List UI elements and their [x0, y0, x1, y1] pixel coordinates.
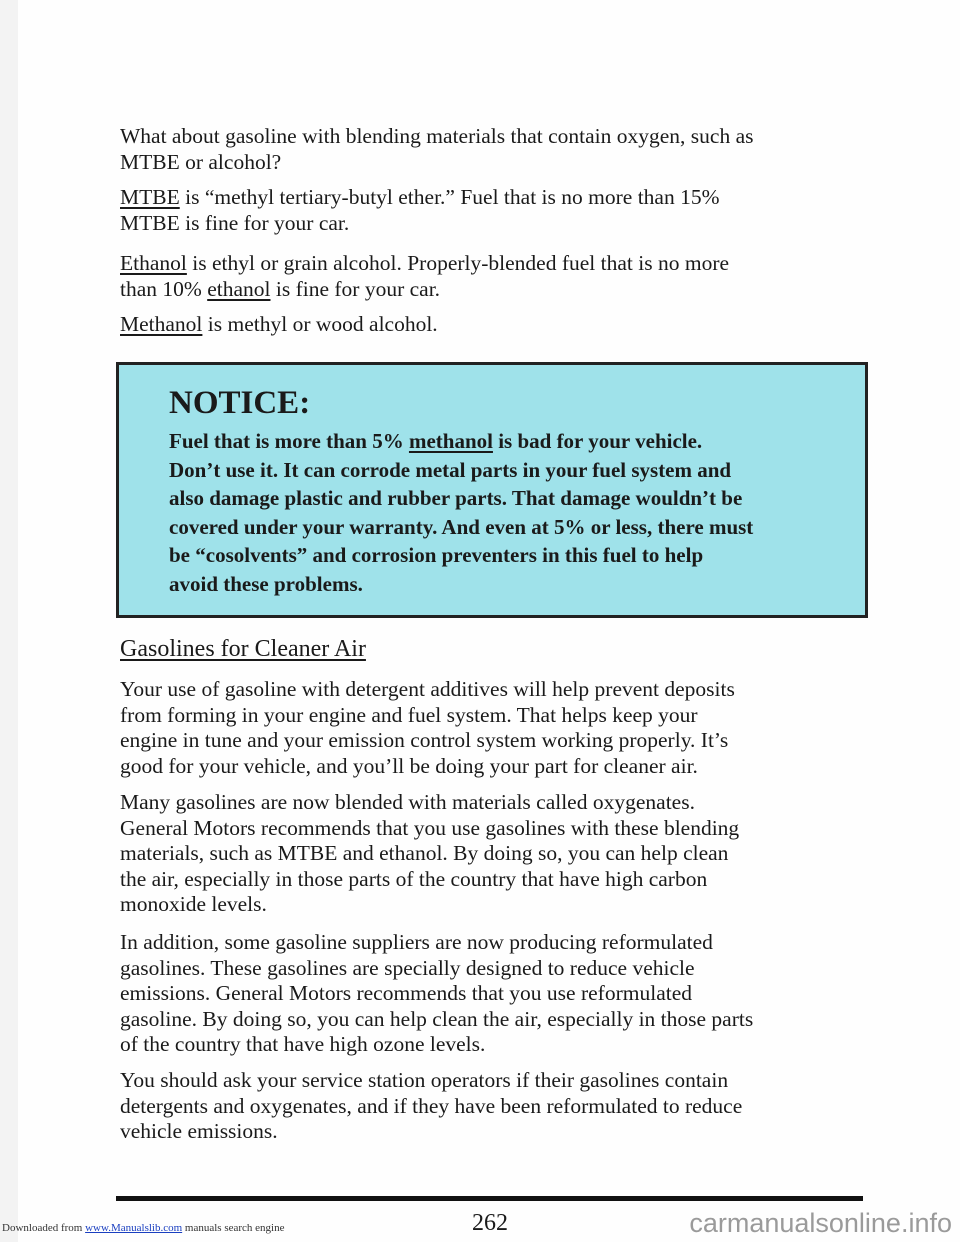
footer-rule — [116, 1196, 863, 1201]
text: is bad for your vehicle. — [492, 429, 703, 453]
text-line: Your use of gasoline with detergent additives will help prevent deposits — [120, 677, 735, 701]
watermark: carmanualsonline.info — [689, 1208, 952, 1238]
text-line: gasolines. These gasolines are specially designed to reduce vehicle — [120, 955, 695, 980]
text-line: the air, especially in those parts of the country that have high carbon — [120, 866, 708, 891]
text: Fuel that is more than 5% — [169, 429, 409, 453]
manualslib-link[interactable]: www.Manualslib.com — [85, 1222, 183, 1234]
text: is “methyl tertiary-butyl ether.” Fuel that is no more than 15% — [179, 185, 720, 209]
text-line: gasoline. By doing so, you can help clean the air, especially in those parts — [120, 1006, 754, 1031]
paragraph — [120, 1068, 742, 1145]
text-line: also damage plastic and rubber parts. That damage wouldn’t be — [169, 486, 743, 510]
methanol-paragraph — [120, 312, 438, 338]
paragraph — [120, 790, 739, 918]
text: is fine for your car. — [270, 276, 441, 301]
mtbe-paragraph — [120, 185, 720, 236]
paragraph — [120, 930, 753, 1058]
ethanol-term: Ethanol — [120, 251, 187, 275]
intro-paragraph — [120, 124, 754, 175]
text-line: In addition, some gasoline suppliers are now producing reformulated — [120, 930, 713, 954]
page-number: 262 — [472, 1210, 508, 1236]
text-line: vehicle emissions. — [120, 1119, 278, 1144]
text-line: materials, such as MTBE and ethanol. By doing so, you can help clean — [120, 841, 729, 866]
text-line: good for your vehicle, and you’ll be doing your part for cleaner air. — [120, 753, 698, 778]
text-line: of the country that have high ozone levels. — [120, 1032, 486, 1057]
mtbe-term: MTBE — [120, 185, 180, 209]
text-line: avoid these problems. — [169, 571, 363, 596]
notice-title: NOTICE: — [169, 385, 311, 421]
scan-edge — [0, 0, 18, 1242]
notice-body — [169, 427, 753, 598]
text-line: emissions. General Motors recommends that you use reformulated — [120, 981, 692, 1006]
text-line: MTBE is fine for your car. — [120, 210, 350, 235]
text: Downloaded from — [2, 1222, 86, 1234]
text-line: MTBE or alcohol? — [120, 149, 282, 174]
text-line: from forming in your engine and fuel system. That helps keep your — [120, 702, 698, 727]
text: manuals search engine — [182, 1222, 285, 1234]
methanol-term: Methanol — [120, 312, 203, 336]
text-line: Don’t use it. It can corrode metal parts in your fuel system and — [169, 457, 732, 482]
text-line: covered under your warranty. And even at 5% or less, there must — [169, 514, 754, 539]
paragraph — [120, 677, 735, 779]
methanol-term: methanol — [408, 429, 493, 453]
text-line: engine in tune and your emission control system working properly. It’s — [120, 728, 729, 753]
text-line: General Motors recommends that you use gasolines with these blending — [120, 815, 740, 840]
section-heading: Gasolines for Cleaner Air — [120, 636, 366, 662]
text-line: detergents and oxygenates, and if they have been reformulated to reduce — [120, 1093, 743, 1118]
text: is methyl or wood alcohol. — [202, 312, 438, 336]
text-line: Many gasolines are now blended with materials called oxygenates. — [120, 790, 695, 814]
ethanol-term-2: ethanol — [207, 276, 271, 301]
text-line: What about gasoline with blending materials that contain oxygen, such as — [120, 124, 754, 148]
text-line: You should ask your service station operators if their gasolines contain — [120, 1068, 729, 1092]
ethanol-paragraph — [120, 251, 729, 302]
text: is ethyl or grain alcohol. Properly-blended fuel that is no more — [186, 251, 730, 275]
text-line: be “cosolvents” and corrosion preventers in this fuel to help — [169, 543, 704, 567]
text: than 10% — [120, 276, 208, 301]
text-line: monoxide levels. — [120, 892, 267, 917]
download-footer — [2, 1222, 284, 1234]
notice-box — [116, 362, 868, 618]
